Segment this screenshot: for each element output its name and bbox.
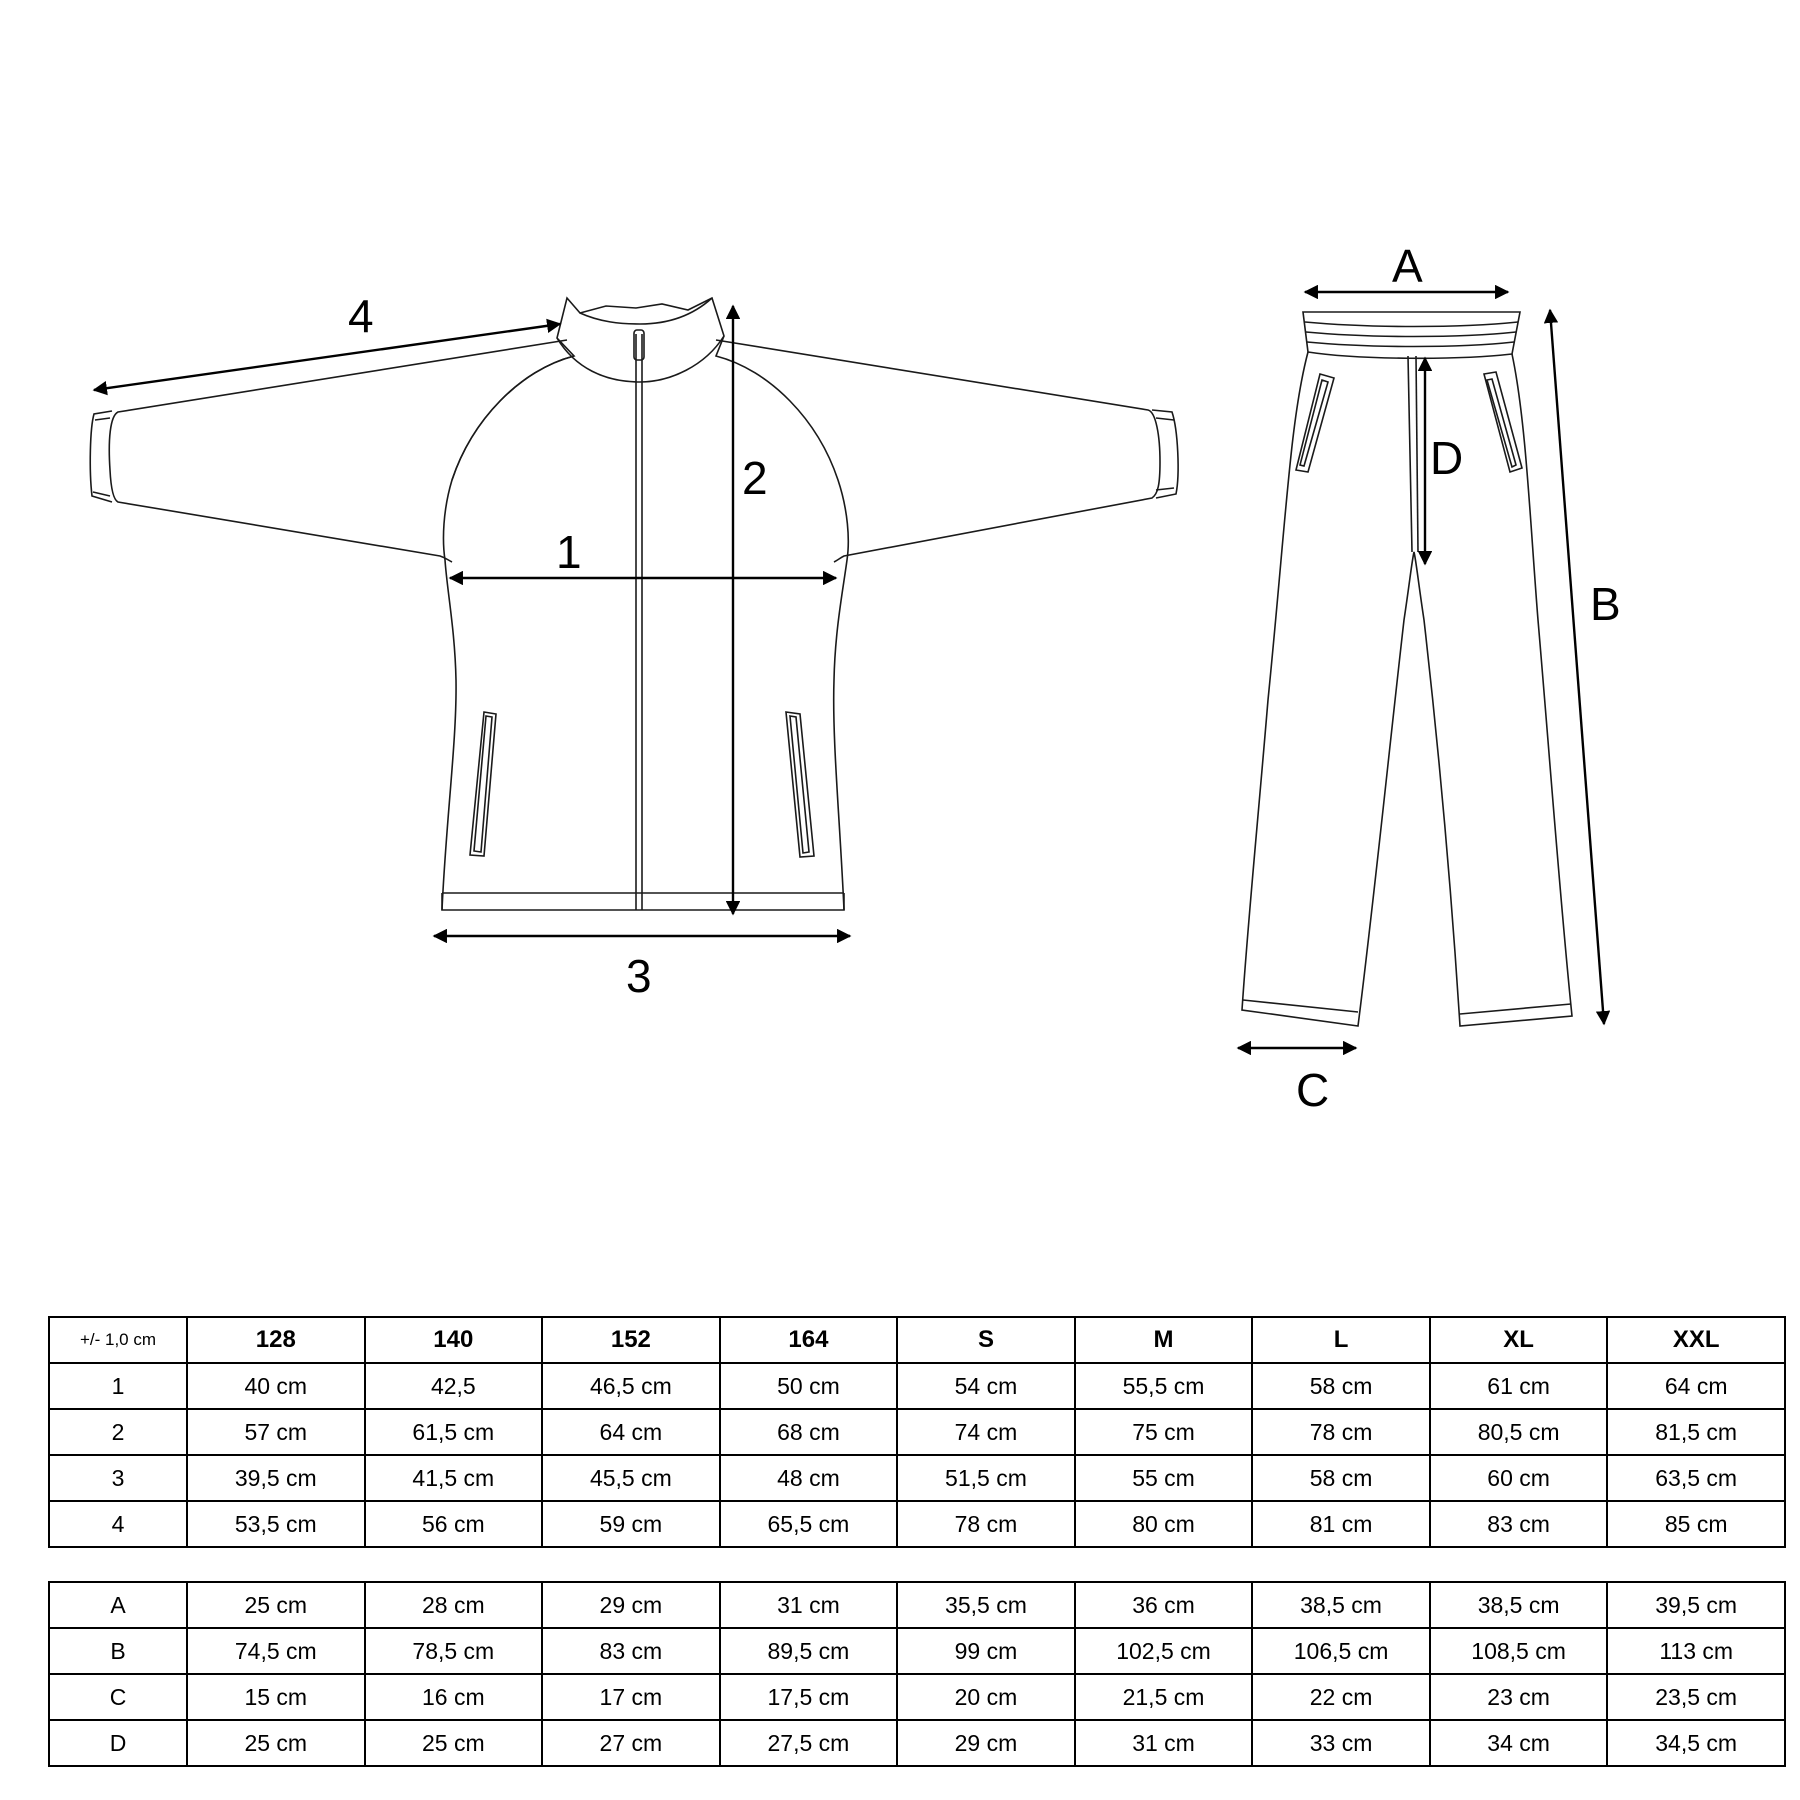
table-cell: 108,5 cm bbox=[1430, 1628, 1608, 1674]
measure-3-label: 3 bbox=[626, 950, 652, 1002]
pants-dimensions bbox=[1238, 240, 1621, 1116]
table-cell: 46,5 cm bbox=[542, 1363, 720, 1409]
table-cell: 74,5 cm bbox=[187, 1628, 365, 1674]
table-cell: 83 cm bbox=[542, 1628, 720, 1674]
measure-D-label: D bbox=[1430, 432, 1464, 484]
table-cell: 50 cm bbox=[720, 1363, 898, 1409]
table-cell: 29 cm bbox=[897, 1720, 1075, 1766]
table-cell: 83 cm bbox=[1430, 1501, 1608, 1547]
table-cell: 23,5 cm bbox=[1607, 1674, 1785, 1720]
table-cell: 54 cm bbox=[897, 1363, 1075, 1409]
table-cell: 16 cm bbox=[365, 1674, 543, 1720]
table-cell: 56 cm bbox=[365, 1501, 543, 1547]
table-header-row bbox=[49, 1317, 1785, 1363]
table-cell: 78 cm bbox=[897, 1501, 1075, 1547]
size-header: M bbox=[1075, 1317, 1253, 1363]
table-cell: 31 cm bbox=[720, 1582, 898, 1628]
table-cell: 65,5 cm bbox=[720, 1501, 898, 1547]
row-label: A bbox=[49, 1582, 187, 1628]
measure-A-label: A bbox=[1392, 240, 1423, 292]
table-cell: 23 cm bbox=[1430, 1674, 1608, 1720]
table-cell: 17,5 cm bbox=[720, 1674, 898, 1720]
table-cell: 36 cm bbox=[1075, 1582, 1253, 1628]
measure-2-label: 2 bbox=[742, 452, 768, 504]
table-cell: 22 cm bbox=[1252, 1674, 1430, 1720]
table-cell: 51,5 cm bbox=[897, 1455, 1075, 1501]
table-cell: 58 cm bbox=[1252, 1363, 1430, 1409]
table-cell: 75 cm bbox=[1075, 1409, 1253, 1455]
size-header: S bbox=[897, 1317, 1075, 1363]
table-cell: 81 cm bbox=[1252, 1501, 1430, 1547]
table-cell: 81,5 cm bbox=[1607, 1409, 1785, 1455]
jacket-left-sleeve bbox=[109, 340, 567, 562]
jacket-size-table bbox=[48, 1316, 1786, 1548]
table-cell: 74 cm bbox=[897, 1409, 1075, 1455]
table-cell: 21,5 cm bbox=[1075, 1674, 1253, 1720]
size-header: 128 bbox=[187, 1317, 365, 1363]
row-label: 4 bbox=[49, 1501, 187, 1547]
size-header: 152 bbox=[542, 1317, 720, 1363]
row-label: D bbox=[49, 1720, 187, 1766]
jacket-dimensions bbox=[94, 290, 850, 1002]
table-cell: 61 cm bbox=[1430, 1363, 1608, 1409]
row-label: 1 bbox=[49, 1363, 187, 1409]
table-cell: 106,5 cm bbox=[1252, 1628, 1430, 1674]
jacket-right-sleeve bbox=[716, 340, 1160, 562]
table-cell: 55 cm bbox=[1075, 1455, 1253, 1501]
table-cell: 60 cm bbox=[1430, 1455, 1608, 1501]
table-cell: 25 cm bbox=[187, 1720, 365, 1766]
table-cell: 39,5 cm bbox=[187, 1455, 365, 1501]
table-row bbox=[49, 1501, 1785, 1547]
table-cell: 80,5 cm bbox=[1430, 1409, 1608, 1455]
table-cell: 89,5 cm bbox=[720, 1628, 898, 1674]
table-cell: 64 cm bbox=[542, 1409, 720, 1455]
table-row bbox=[49, 1628, 1785, 1674]
table-cell: 29 cm bbox=[542, 1582, 720, 1628]
table-cell: 85 cm bbox=[1607, 1501, 1785, 1547]
table-cell: 38,5 cm bbox=[1430, 1582, 1608, 1628]
jacket-drawing bbox=[90, 298, 1178, 910]
table-row bbox=[49, 1363, 1785, 1409]
row-label: 2 bbox=[49, 1409, 187, 1455]
table-cell: 25 cm bbox=[365, 1720, 543, 1766]
table-cell: 48 cm bbox=[720, 1455, 898, 1501]
table-cell: 63,5 cm bbox=[1607, 1455, 1785, 1501]
row-label: 3 bbox=[49, 1455, 187, 1501]
table-cell: 33 cm bbox=[1252, 1720, 1430, 1766]
jacket-body bbox=[442, 336, 848, 910]
measure-4-label: 4 bbox=[348, 290, 374, 342]
table-cell: 58 cm bbox=[1252, 1455, 1430, 1501]
size-header: XL bbox=[1430, 1317, 1608, 1363]
table-cell: 78 cm bbox=[1252, 1409, 1430, 1455]
table-cell: 25 cm bbox=[187, 1582, 365, 1628]
table-row bbox=[49, 1409, 1785, 1455]
table-cell: 15 cm bbox=[187, 1674, 365, 1720]
pants-size-table bbox=[48, 1581, 1786, 1767]
table-cell: 31 cm bbox=[1075, 1720, 1253, 1766]
measure-4-line bbox=[94, 324, 560, 390]
measure-C-label: C bbox=[1296, 1064, 1330, 1116]
table-row bbox=[49, 1720, 1785, 1766]
table-cell: 27 cm bbox=[542, 1720, 720, 1766]
table-cell: 34,5 cm bbox=[1607, 1720, 1785, 1766]
row-label: B bbox=[49, 1628, 187, 1674]
size-header: L bbox=[1252, 1317, 1430, 1363]
measure-B-label: B bbox=[1590, 578, 1621, 630]
row-label: C bbox=[49, 1674, 187, 1720]
pants-drawing bbox=[1242, 312, 1572, 1026]
table-cell: 99 cm bbox=[897, 1628, 1075, 1674]
table-row bbox=[49, 1455, 1785, 1501]
table-row bbox=[49, 1674, 1785, 1720]
table-cell: 17 cm bbox=[542, 1674, 720, 1720]
table-cell: 55,5 cm bbox=[1075, 1363, 1253, 1409]
size-header: XXL bbox=[1607, 1317, 1785, 1363]
table-cell: 61,5 cm bbox=[365, 1409, 543, 1455]
size-header: 140 bbox=[365, 1317, 543, 1363]
table-cell: 41,5 cm bbox=[365, 1455, 543, 1501]
table-cell: 80 cm bbox=[1075, 1501, 1253, 1547]
table-cell: 38,5 cm bbox=[1252, 1582, 1430, 1628]
table-cell: 68 cm bbox=[720, 1409, 898, 1455]
table-cell: 102,5 cm bbox=[1075, 1628, 1253, 1674]
table-cell: 59 cm bbox=[542, 1501, 720, 1547]
table-cell: 39,5 cm bbox=[1607, 1582, 1785, 1628]
table-cell: 53,5 cm bbox=[187, 1501, 365, 1547]
table-cell: 45,5 cm bbox=[542, 1455, 720, 1501]
pants-legs bbox=[1242, 352, 1572, 1026]
table-cell: 40 cm bbox=[187, 1363, 365, 1409]
table-cell: 35,5 cm bbox=[897, 1582, 1075, 1628]
table-cell: 64 cm bbox=[1607, 1363, 1785, 1409]
table-cell: 42,5 bbox=[365, 1363, 543, 1409]
jacket-collar bbox=[557, 298, 724, 382]
table-cell: 34 cm bbox=[1430, 1720, 1608, 1766]
table-cell: 28 cm bbox=[365, 1582, 543, 1628]
size-header: 164 bbox=[720, 1317, 898, 1363]
tolerance-cell: +/- 1,0 cm bbox=[49, 1317, 187, 1363]
measure-B-line bbox=[1550, 310, 1604, 1024]
jacket-right-pocket bbox=[786, 712, 814, 857]
measure-1-label: 1 bbox=[556, 526, 582, 578]
table-row bbox=[49, 1582, 1785, 1628]
table-cell: 113 cm bbox=[1607, 1628, 1785, 1674]
table-cell: 20 cm bbox=[897, 1674, 1075, 1720]
table-cell: 57 cm bbox=[187, 1409, 365, 1455]
table-cell: 27,5 cm bbox=[720, 1720, 898, 1766]
table-cell: 78,5 cm bbox=[365, 1628, 543, 1674]
